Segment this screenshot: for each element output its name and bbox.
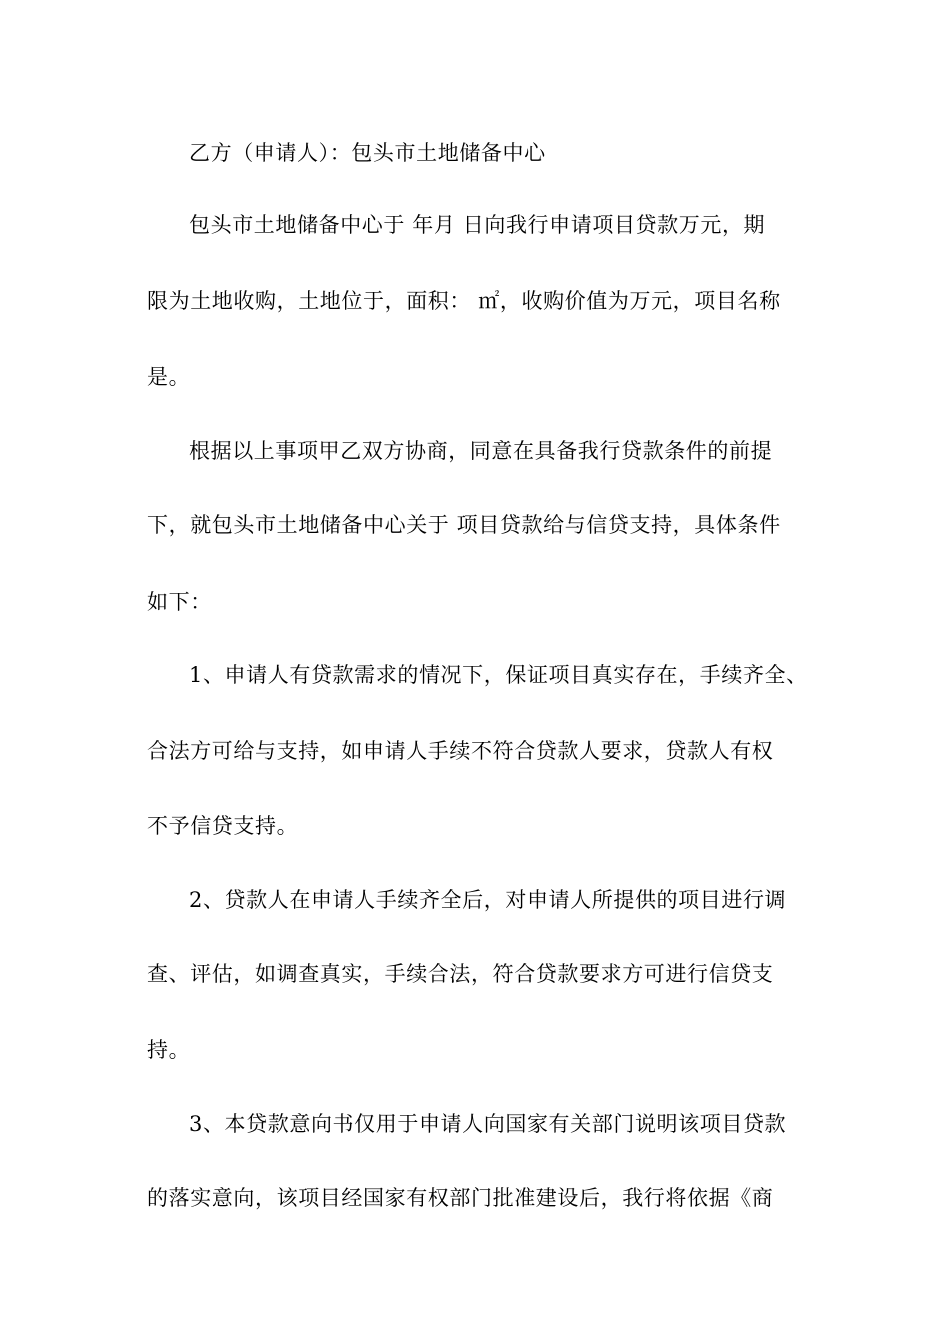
party-b-line: 乙方（申请人）：包头市土地储备中心	[189, 141, 546, 165]
paragraph-5-line-2: 的落实意向，该项目经国家有权部门批准建设后，我行将依据《商	[147, 1186, 774, 1210]
paragraph-4-line-1: 2、贷款人在申请人手续齐全后，对申请人所提供的项目进行调	[189, 888, 787, 912]
paragraph-1-line-2: 限为土地收购，土地位于，面积： ㎡，收购价值为万元，项目名称	[147, 289, 781, 313]
paragraph-1-line-3: 是。	[147, 365, 191, 389]
paragraph-1-line-1: 包头市土地储备中心于 年月 日向我行申请项目贷款万元，期	[189, 213, 766, 237]
paragraph-3-line-1: 1、申请人有贷款需求的情况下，保证项目真实存在，手续齐全、	[189, 663, 808, 687]
paragraph-4-line-2: 查、评估，如调查真实，手续合法，符合贷款要求方可进行信贷支	[147, 962, 774, 986]
paragraph-3-line-3: 不予信贷支持。	[147, 814, 299, 838]
paragraph-3-line-2: 合法方可给与支持，如申请人手续不符合贷款人要求，贷款人有权	[147, 739, 774, 763]
paragraph-4-line-3: 持。	[147, 1038, 191, 1062]
paragraph-2-line-3: 如下：	[147, 590, 212, 614]
paragraph-2-line-1: 根据以上事项甲乙双方协商，同意在具备我行贷款条件的前提	[189, 439, 773, 463]
paragraph-2-line-2: 下，就包头市土地储备中心关于 项目贷款给与信贷支持，具体条件	[147, 513, 781, 537]
paragraph-5-line-1: 3、本贷款意向书仅用于申请人向国家有关部门说明该项目贷款	[189, 1112, 787, 1136]
